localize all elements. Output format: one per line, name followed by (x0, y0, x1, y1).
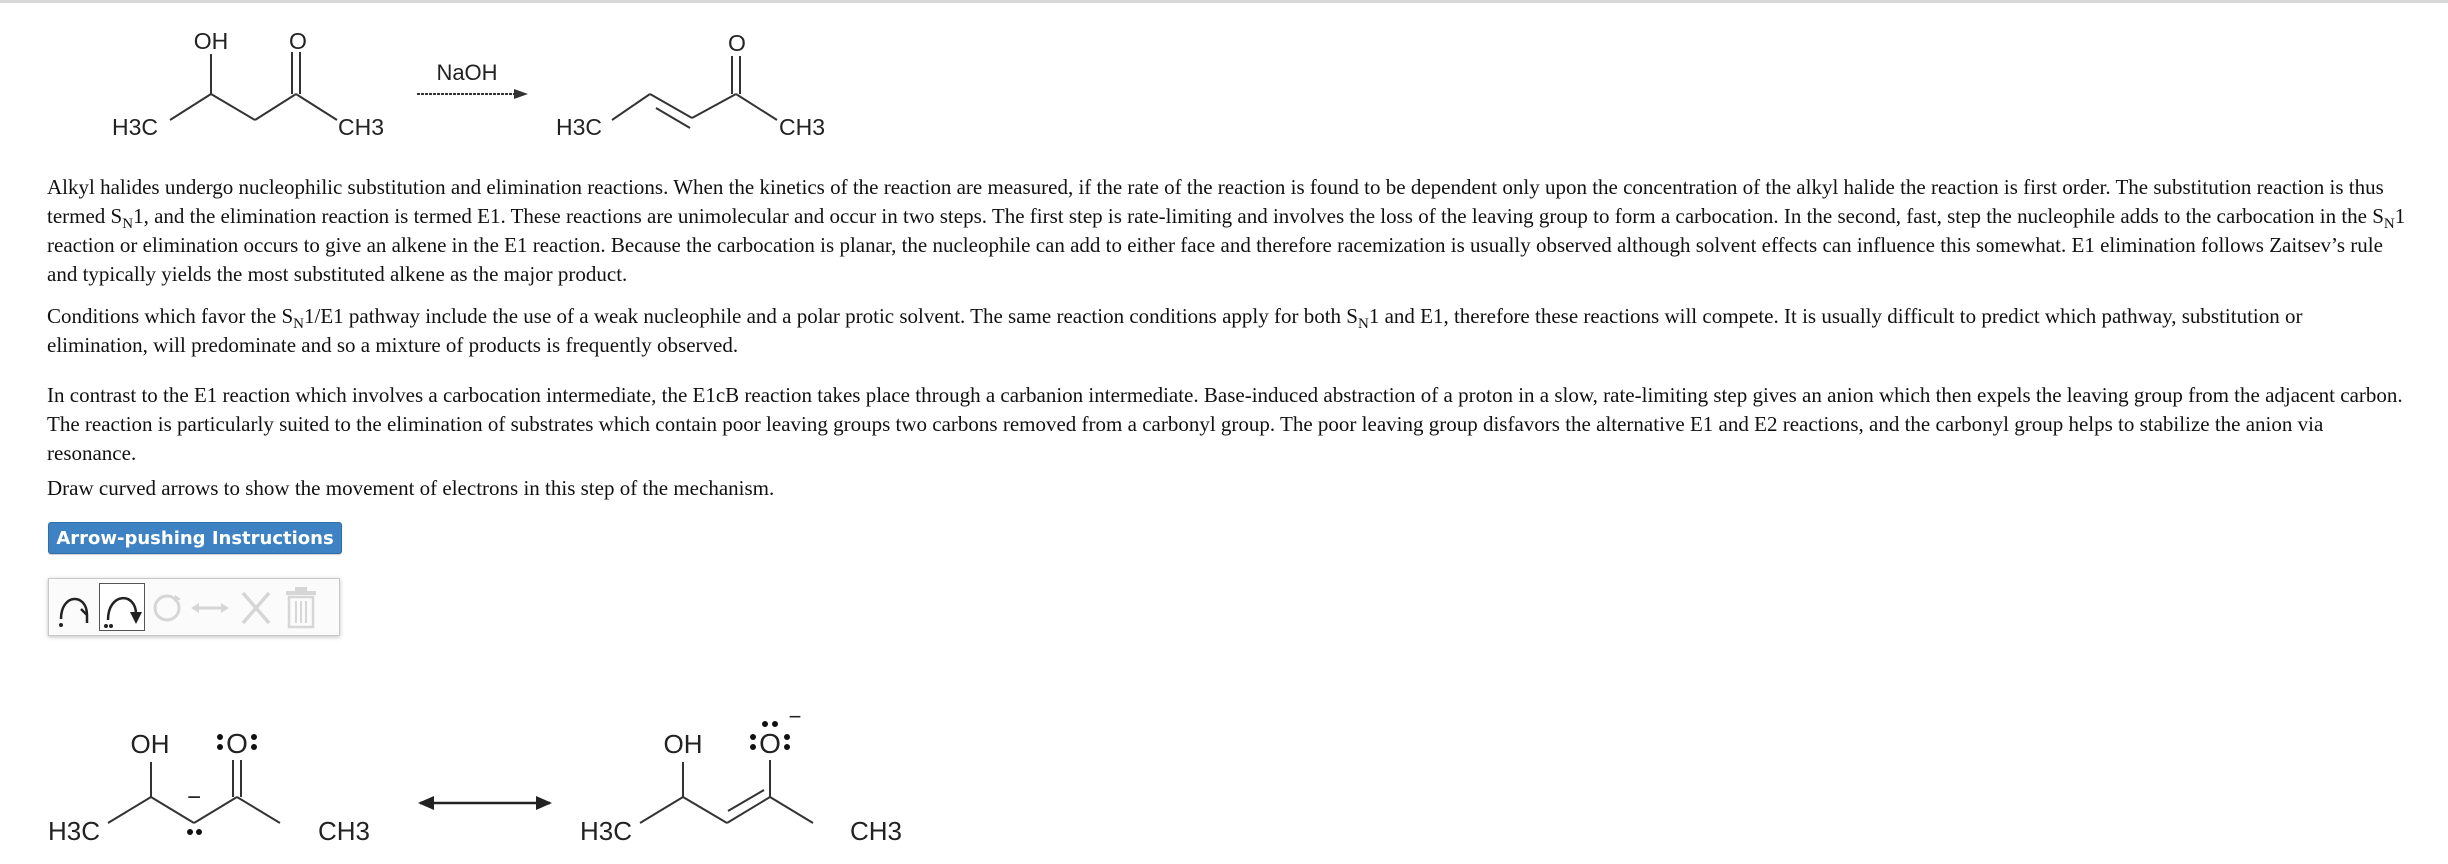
resonance-arrow-tool[interactable] (187, 583, 233, 631)
resonance-arrow-icon (187, 583, 233, 631)
product-structure (612, 56, 777, 128)
paragraph-sn1-e1: Alkyl halides undergo nucleophilic substitution and elimination reactions. When the kinetics of the reaction are measured, if the rate of the reaction is found to be dependent only upon the concentration of the alkyl halide the reaction is first order. The substitution reaction is thus termed $S_N1$, and the elimination reaction is termed E1. These reactions are unimolecular and occur in two steps. The first step is rate-limiting and involves the loss of the leaving group to form a carbocation. In the second, fast, step the nucleophile adds to the carbocation in the $S_N1$ reaction or elimination occurs to give an alkene in the E1 reaction. Because the carbocation is planar, the nucleophile can add to either face and therefore racemization is usually observed although solvent effects can influence this somewhat. E1 elimination follows Zaitsev’s rule and typically yields the most substituted alkene as the major product. (47, 175, 2406, 286)
rotate-icon (147, 583, 187, 631)
carbanion-oh-label: OH (130, 729, 170, 759)
reactant-structure (170, 52, 337, 120)
single-electron-arrow-tool[interactable] (53, 583, 97, 631)
product-ch3-label: CH3 (779, 114, 826, 140)
reactant-carbonyl-o-label: O (289, 28, 307, 54)
enolate-o-label: O (759, 728, 781, 759)
arrow-toolbar (48, 578, 340, 636)
carbanion-h3c-label: H3C (48, 816, 101, 846)
product-carbonyl-o-label: O (728, 30, 746, 56)
delete-tool[interactable] (235, 583, 277, 631)
enolate-structure (640, 760, 813, 823)
single-electron-arrow-icon (53, 583, 97, 631)
delete-icon (235, 583, 277, 631)
reaction-arrow (417, 89, 528, 99)
enolate-ch3-label: CH3 (850, 816, 903, 846)
carbanion-ch3-label: CH3 (318, 816, 371, 846)
enolate-oh-label: OH (663, 729, 703, 759)
mechanism-canvas (30, 680, 980, 864)
rotate-tool[interactable] (147, 583, 187, 631)
carbanion-carbonyl-o-label: O (226, 728, 248, 759)
trash-tool[interactable] (279, 583, 323, 631)
trash-icon (279, 583, 323, 631)
reactant-oh-label: OH (193, 28, 229, 54)
window-top-border (0, 0, 2448, 3)
resonance-arrow (418, 796, 552, 810)
carbanion-charge-label: − (186, 784, 202, 811)
carbanion-lone-pair (187, 829, 202, 835)
reagent-label: NaOH (436, 60, 498, 85)
paragraph-e1cb: In contrast to the E1 reaction which involves a carbocation intermediate, the E1cB reaction takes place through a carbanion intermediate. Base-induced abstraction of a proton in a slow, rate-limiting step gives an anion which then expels the leaving group from the adjacent carbon. The reaction is particularly suited to the elimination of substrates which contain poor leaving groups two carbons removed from a carbonyl group. The poor leaving group disfavors the alternative E1 and E2 reactions, and the carbonyl group helps to stabilize the anion via resonance. (47, 383, 2403, 465)
enolate-charge-label: − (788, 704, 802, 729)
paragraph-conditions: Conditions which favor the $S_N1/E1$ pathway include the use of a weak nucleophile and a polar protic solvent. The same reaction conditions apply for both $S_N1$ and E1, therefore these reactions will compete. It is usually difficult to predict which pathway, substitution or elimination, will predominate and so a mixture of products is frequently observed. (47, 304, 2303, 357)
reactant-h3c-label: H3C (112, 114, 159, 140)
enolate-h3c-label: H3C (580, 816, 633, 846)
arrow-pushing-instructions-button[interactable]: Arrow-pushing Instructions (48, 522, 342, 554)
reaction-scheme (100, 20, 980, 155)
reactant-ch3-label: CH3 (338, 114, 385, 140)
instruction-text: Draw curved arrows to show the movement of electrons in this step of the mechanism. (47, 476, 775, 500)
product-h3c-label: H3C (556, 114, 603, 140)
electron-pair-arrow-tool[interactable] (99, 583, 145, 631)
electron-pair-arrow-icon (100, 584, 144, 630)
